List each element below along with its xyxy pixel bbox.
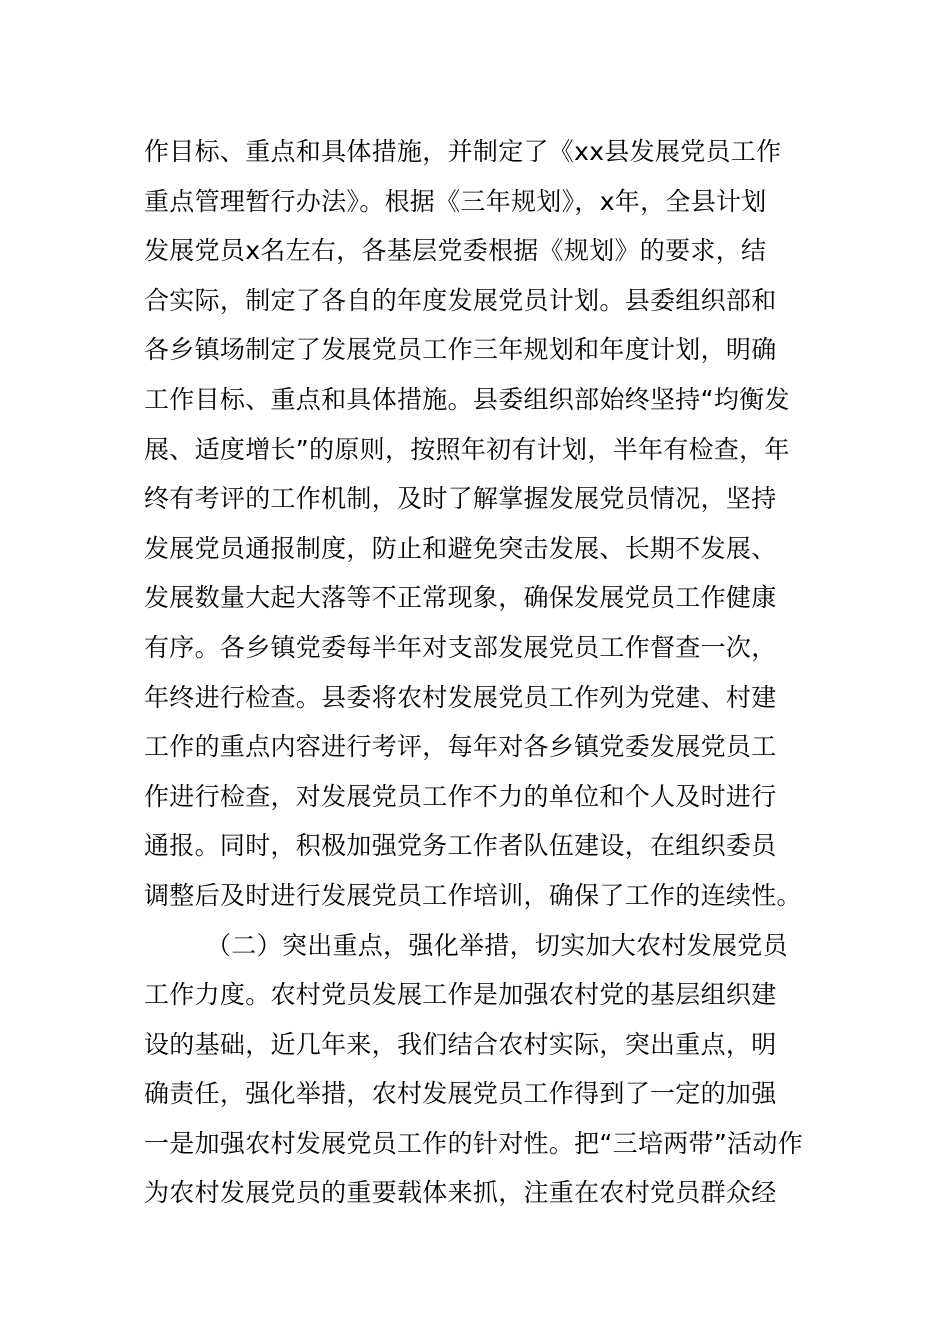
text-line-20: 确责任，强化举措，农村发展党员工作得到了一定的加强 [144,1079,777,1109]
document-body [144,127,824,1218]
text-line-13: 工作的重点内容进行考评，每年对各乡镇党委发展党员工 [144,732,777,762]
text-line-18: 工作力度。农村党员发展工作是加强农村党的基层组织建 [144,980,777,1010]
text-line-22: 为农村发展党员的重要载体来抓，注重在农村党员群众经 [144,1178,777,1208]
text-line-3: 发展党员x名左右，各基层党委根据《规划》的要求，结 [144,236,767,266]
text-line-1: 作目标、重点和具体措施，并制定了《xx县发展党员工作 [144,137,782,166]
text-line-10: 发展数量大起大落等不正常现象，确保发展党员工作健康 [144,583,777,613]
text-line-15: 通报。同时，积极加强党务工作者队伍建设，在组织委员 [144,831,777,861]
text-line-16: 调整后及时进行发展党员工作培训，确保了工作的连续性。 [144,880,802,910]
text-line-4: 合实际，制定了各自的年度发展党员计划。县委组织部和 [144,285,777,315]
text-line-6: 工作目标、重点和具体措施。县委组织部始终坚持“均衡发 [144,384,790,414]
text-line-2: 重点管理暂行办法》。根据《三年规划》，x年，全县计划 [144,186,767,216]
text-line-14: 作进行检查，对发展党员工作不力的单位和个人及时进行 [144,781,777,811]
section-heading-line: （二）突出重点，强化举措，切实加大农村发展党员 [206,930,788,960]
text-line-8: 终有考评的工作机制，及时了解掌握发展党员情况，坚持 [144,484,777,514]
text-line-19: 设的基础，近几年来，我们结合农村实际，突出重点，明 [144,1029,777,1059]
text-line-12: 年终进行检查。县委将农村发展党员工作列为党建、村建 [144,682,777,712]
text-line-7: 展、适度增长”的原则，按照年初有计划，半年有检查，年 [144,434,790,464]
text-line-21: 一是加强农村发展党员工作的针对性。把“三培两带”活动作 [144,1128,804,1158]
text-line-11: 有序。各乡镇党委每半年对支部发展党员工作督查一次， [144,632,777,662]
text-line-5: 各乡镇场制定了发展党员工作三年规划和年度计划，明确 [144,335,777,365]
text-line-9: 发展党员通报制度，防止和避免突击发展、长期不发展、 [144,533,777,563]
